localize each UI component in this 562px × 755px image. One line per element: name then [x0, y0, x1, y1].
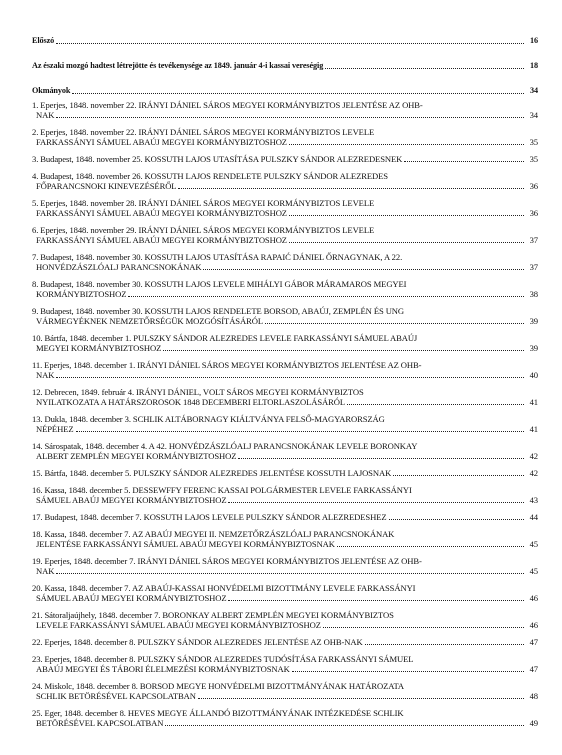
- toc-entry-line: 16. Kassa, 1848. december 5. DESSEWFFY FERENC KASSAI POLGÁRMESTER LEVELE FARKASSÁNYI: [32, 485, 412, 495]
- dot-leader: [76, 431, 525, 432]
- toc-entry-line: SÁMUEL ABAÚJ MEGYEI KORMÁNYBIZTOSHOZ 43: [36, 495, 538, 505]
- dot-leader: [203, 269, 524, 270]
- toc-entry-line: 1. Eperjes, 1848. november 22. IRÁNYI DÁNIEL SÁROS MEGYEI KORMÁNYBIZTOS JELENTÉSE AZ OHB-: [32, 100, 423, 110]
- toc-entry-line: FŐPARANCSNOKI KINEVEZÉSÉRŐL 36: [36, 181, 538, 191]
- toc-entry-line: 5. Eperjes, 1848. november 28. IRÁNYI DÁNIEL SÁROS MEGYEI KORMÁNYBIZTOS LEVELE: [32, 198, 375, 208]
- dot-leader: [325, 68, 524, 69]
- toc-entry-line: VÁRMEGYÉKNEK NEMZETŐRSÉGÜK MOZGÓSÍTÁSÁRÓL 39: [36, 316, 538, 326]
- toc-section-okmanyok: Okmányok 34: [32, 86, 538, 95]
- dot-leader: [289, 144, 524, 145]
- toc-entry-line: 13. Dukla, 1848. december 3. SCHLIK ALTÁBORNAGY KIÁLTVÁNYA FELSŐ-MAGYARORSZÁG: [32, 414, 385, 424]
- toc-entry-line: SCHLIK BETÖRÉSÉVEL KAPCSOLATBAN 48: [36, 691, 538, 701]
- toc-entry-line: FARKASSÁNYI SÁMUEL ABAÚJ MEGYEI KORMÁNYBIZTOSHOZ 35: [36, 137, 538, 147]
- dot-leader: [228, 600, 524, 601]
- dot-leader: [337, 546, 524, 547]
- dot-leader: [365, 644, 524, 645]
- toc-entry-line: 7. Budapest, 1848. november 30. KOSSUTH LAJOS UTASÍTÁSA RAPAIĆ DÁNIEL ŐRNAGYNAK, A 22.: [32, 252, 403, 262]
- toc-entry-line: 17. Budapest, 1848. december 7. KOSSUTH LAJOS LEVELE PULSZKY SÁNDOR ALEZREDESHEZ 44: [32, 512, 538, 522]
- toc-entry-line: 6. Eperjes, 1848. november 29. IRÁNYI DÁNIEL SÁROS MEGYEI KORMÁNYBIZTOS LEVELE: [32, 225, 375, 235]
- dot-leader: [347, 404, 524, 405]
- dot-leader: [72, 93, 524, 94]
- toc-entry-line: 8. Budapest, 1848. november 30. KOSSUTH LAJOS LEVELE MIHÁLYI GÁBOR MÁRAMAROS MEGYEI: [32, 279, 407, 289]
- toc-entry-line: NAK 45: [36, 566, 538, 576]
- toc-entry-line: NÉPÉHEZ 41: [36, 424, 538, 434]
- toc-entry-line: 20. Kassa, 1848. december 7. AZ ABAÚJ-KASSAI HONVÉDELMI BIZOTTMÁNY LEVELE FARKASSÁNYI: [32, 583, 416, 593]
- dot-leader: [165, 725, 524, 726]
- toc-entry-line: 2. Eperjes, 1848. november 22. IRÁNYI DÁNIEL SÁROS MEGYEI KORMÁNYBIZTOS LEVELE: [32, 127, 375, 137]
- toc-entry-line: 21. Sátoraljaújhely, 1848. december 7. BORONKAY ALBERT ZEMPLÉN MEGYEI KORMÁNYBIZTOS: [32, 610, 394, 620]
- toc-entry-line: ALBERT ZEMPLÉN MEGYEI KORMÁNYBIZTOSHOZ 42: [36, 451, 538, 461]
- toc-entry-line: 11. Eperjes, 1848. december 1. IRÁNYI DÁNIEL SÁROS MEGYEI KORMÁNYBIZTOS JELENTÉSE AZ OHB-: [32, 360, 422, 370]
- toc-entry-line: MEGYEI KORMÁNYBIZTOSHOZ 39: [36, 343, 538, 353]
- dot-leader: [178, 188, 524, 189]
- dot-leader: [265, 323, 524, 324]
- toc-entry-line: HONVÉDZÁSZLÓALJ PARANCSNOKÁNAK 37: [36, 262, 538, 272]
- toc-section-eloszo: Előszó 16: [32, 36, 538, 45]
- dot-leader: [289, 215, 524, 216]
- toc-entry-line: 25. Eger, 1848. december 8. HEVES MEGYE ÁLLANDÓ BIZOTTMÁNYÁNAK INTÉZKEDÉSE SCHLIK: [32, 708, 404, 718]
- dot-leader: [56, 377, 524, 378]
- toc-entry-line: NAK 40: [36, 370, 538, 380]
- toc-entry-line: 3. Budapest, 1848. november 25. KOSSUTH LAJOS UTASÍTÁSA PULSZKY SÁNDOR ALEZREDESNEK 35: [32, 154, 538, 164]
- toc-entry-line: SÁMUEL ABAÚJ MEGYEI KORMÁNYBIZTOSHOZ 46: [36, 593, 538, 603]
- dot-leader: [404, 161, 524, 162]
- toc-entry-line: 9. Budapest, 1848. november 30. KOSSUTH LAJOS RENDELETE BORSOD, ABAÚJ, ZEMPLÉN ÉS UNG: [32, 306, 405, 316]
- toc-entry-line: 4. Budapest, 1848. november 26. KOSSUTH LAJOS RENDELETE PULSZKY SÁNDOR ALEZREDES: [32, 171, 388, 181]
- toc-entry-line: NAK 34: [36, 110, 538, 120]
- toc-entry-line: 22. Eperjes, 1848. december 8. PULSZKY SÁNDOR ALEZREDES JELENTÉSE AZ OHB-NAK 47: [32, 637, 538, 647]
- toc-entry-line: FARKASSÁNYI SÁMUEL ABAÚJ MEGYEI KORMÁNYBIZTOSHOZ 37: [36, 235, 538, 245]
- toc-section-hadtest: Az északi mozgó hadtest létrejötte és tevékenysége az 1849. január 4-i kassai vereségig 18: [32, 61, 538, 70]
- toc-entry-line: BETÖRÉSÉVEL KAPCSOLATBAN 49: [36, 718, 538, 728]
- dot-leader: [56, 117, 524, 118]
- toc-entry-line: LEVELE FARKASSÁNYI SÁMUEL ABAÚJ MEGYEI KORMÁNYBIZTOSHOZ 46: [36, 620, 538, 630]
- dot-leader: [323, 627, 524, 628]
- dot-leader: [389, 519, 524, 520]
- toc-entry-line: 12. Debrecen, 1849. február 4. IRÁNYI DÁNIEL, VOLT SÁROS MEGYEI KORMÁNYBIZTOS: [32, 387, 364, 397]
- dot-leader: [56, 573, 524, 574]
- toc-entry-line: KORMÁNYBIZTOSHOZ 38: [36, 289, 538, 299]
- dot-leader: [289, 242, 524, 243]
- toc-entry-line: 14. Sárospatak, 1848. december 4. A 42. HONVÉDZÁSZLÓALJ PARANCSNOKÁNAK LEVELE BORONKAY: [32, 441, 418, 451]
- dot-leader: [56, 43, 524, 44]
- dot-leader: [238, 458, 524, 459]
- dot-leader: [198, 698, 524, 699]
- toc-entry-line: 10. Bártfa, 1848. december 1. PULSZKY SÁNDOR ALEZREDES LEVELE FARKASSÁNYI SÁMUEL ABAÚJ: [32, 333, 418, 343]
- toc-entry-line: FARKASSÁNYI SÁMUEL ABAÚJ MEGYEI KORMÁNYBIZTOSHOZ 36: [36, 208, 538, 218]
- toc-entry-line: 24. Miskolc, 1848. december 8. BORSOD MEGYE HONVÉDELMI BIZOTTMÁNYÁNAK HATÁROZATA: [32, 681, 405, 691]
- toc-entry-line: JELENTÉSE FARKASSÁNYI SÁMUEL ABAÚJ MEGYEI KORMÁNYBIZTOSNAK 45: [36, 539, 538, 549]
- dot-leader: [393, 475, 524, 476]
- dot-leader: [163, 350, 524, 351]
- dot-leader: [128, 296, 524, 297]
- toc-entry-line: NYILATKOZATA A HATÁRSZOROSOK 1848 DECEMBERI ELTORLASZOLÁSÁRÓL 41: [36, 397, 538, 407]
- toc-entry-line: 15. Bártfa, 1848. december 5. PULSZKY SÁNDOR ALEZREDES JELENTÉSE KOSSUTH LAJOSNAK 42: [32, 468, 538, 478]
- dot-leader: [292, 671, 524, 672]
- toc-entry-line: ABAÚJ MEGYEI ÉS TÁBORI ÉLELMEZÉSI KORMÁNYBIZTOSNAK 47: [36, 664, 538, 674]
- dot-leader: [228, 502, 524, 503]
- toc-entry-line: 19. Eperjes, 1848. december 7. IRÁNYI DÁNIEL SÁROS MEGYEI KORMÁNYBIZTOS JELENTÉSE AZ OHB-: [32, 556, 422, 566]
- toc-entry-line: 18. Kassa, 1848. december 7. AZ ABAÚJ MEGYEI II. NEMZETŐRZÁSZLÓALJ PARANCSNOKÁNAK: [32, 529, 395, 539]
- toc-entry-line: 23. Eperjes, 1848. december 8. PULSZKY SÁNDOR ALEZREDES TUDÓSÍTÁSA FARKASSÁNYI SÁMUEL: [32, 654, 414, 664]
